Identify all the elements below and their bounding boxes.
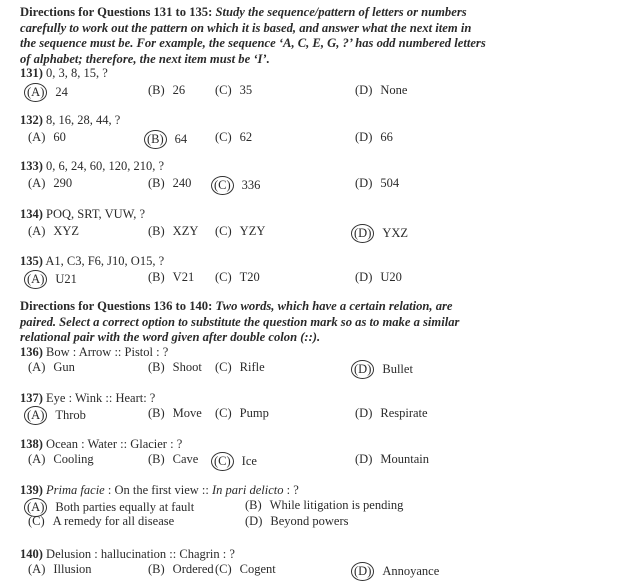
option-text: 64 xyxy=(174,132,188,146)
option-c[interactable] xyxy=(215,562,276,577)
option-d[interactable] xyxy=(355,452,429,467)
option-text: Ordered xyxy=(172,562,214,576)
option-label: (B) xyxy=(148,406,165,420)
option-label: (A) xyxy=(24,83,47,102)
option-label: (B) xyxy=(148,270,165,284)
option-text: 24 xyxy=(55,85,68,99)
option-text: U21 xyxy=(55,272,77,286)
option-text: Pump xyxy=(239,406,269,420)
option-c[interactable] xyxy=(28,514,174,529)
option-c[interactable] xyxy=(215,176,260,195)
option-a[interactable] xyxy=(28,176,72,191)
option-b[interactable] xyxy=(148,224,198,239)
option-text: Throb xyxy=(55,408,86,422)
option-label: (C) xyxy=(28,514,45,528)
option-label: (C) xyxy=(215,562,232,576)
option-c[interactable] xyxy=(215,224,265,239)
option-label: (C) xyxy=(215,130,232,144)
option-text: Move xyxy=(172,406,202,420)
option-label: (B) xyxy=(144,130,167,149)
option-label: (A) xyxy=(24,406,47,425)
question-132: 132) 8, 16, 28, 44, ? xyxy=(20,113,121,127)
option-d[interactable] xyxy=(355,130,393,145)
option-label: (D) xyxy=(351,224,374,243)
option-b[interactable] xyxy=(148,562,214,577)
option-text: While litigation is pending xyxy=(269,498,404,512)
option-a[interactable] xyxy=(28,224,79,239)
option-a[interactable] xyxy=(28,130,66,145)
option-label: (D) xyxy=(355,270,373,284)
option-label: (B) xyxy=(148,562,165,576)
option-label: (D) xyxy=(351,360,374,379)
option-label: (A) xyxy=(24,270,47,289)
option-c[interactable] xyxy=(215,83,252,98)
option-label: (A) xyxy=(28,452,46,466)
option-a[interactable] xyxy=(28,360,75,375)
option-d[interactable] xyxy=(355,176,399,191)
option-label: (B) xyxy=(148,224,165,238)
question-140: 140) Delusion : hallucination :: Chagrin : ? xyxy=(20,547,235,561)
option-text: YZY xyxy=(239,224,266,238)
option-text: 35 xyxy=(239,83,253,97)
option-d[interactable] xyxy=(355,224,408,243)
option-text: Rifle xyxy=(239,360,265,374)
question-134: 134) POQ, SRT, VUW, ? xyxy=(20,207,146,221)
option-text: V21 xyxy=(172,270,195,284)
option-label: (D) xyxy=(355,406,373,420)
option-c[interactable] xyxy=(215,452,257,471)
option-d[interactable] xyxy=(355,360,413,379)
option-label: (D) xyxy=(355,130,373,144)
option-label: (B) xyxy=(245,498,262,512)
option-label: (B) xyxy=(148,176,165,190)
option-a[interactable] xyxy=(28,562,92,577)
question-133: 133) 0, 6, 24, 60, 120, 210, ? xyxy=(20,159,165,173)
option-label: (D) xyxy=(355,176,373,190)
option-label: (D) xyxy=(355,452,373,466)
question-139: 139) Prima facie : On the first view :: In pari delicto : ? xyxy=(20,483,299,497)
option-label: (D) xyxy=(351,562,374,581)
option-text: 240 xyxy=(172,176,192,190)
option-b[interactable] xyxy=(148,406,202,421)
option-c[interactable] xyxy=(215,360,265,375)
option-text: 504 xyxy=(380,176,400,190)
option-c[interactable] xyxy=(215,130,252,145)
option-label: (C) xyxy=(215,406,232,420)
option-label: (B) xyxy=(148,452,165,466)
option-text: Illusion xyxy=(53,562,92,576)
question-131: 131) 0, 3, 8, 15, ? xyxy=(20,66,108,80)
option-text: Shoot xyxy=(172,360,202,374)
option-label: (B) xyxy=(148,83,165,97)
option-text: Both parties equally at fault xyxy=(55,500,195,514)
option-a[interactable] xyxy=(28,83,68,102)
option-text: Mountain xyxy=(380,452,429,466)
option-text: YXZ xyxy=(382,226,409,240)
option-text: Gun xyxy=(53,360,75,374)
option-text: 62 xyxy=(239,130,253,144)
option-label: (A) xyxy=(24,498,47,517)
option-text: 26 xyxy=(172,83,186,97)
option-b[interactable] xyxy=(245,498,403,513)
question-137: 137) Eye : Wink :: Heart: ? xyxy=(20,391,156,405)
option-text: Respirate xyxy=(380,406,428,420)
option-text: Bullet xyxy=(382,362,413,376)
option-d[interactable] xyxy=(355,83,407,98)
option-c[interactable] xyxy=(215,270,260,285)
directions-131-135: Directions for Questions 131 to 135: Study the sequence/pattern of letters or numbers carefully to work out the pattern on which it is based, and answer what the next item in the sequence must be. For example, the sequence ‘A, C, E, G, ?’ has odd numbered letters of alphabet; therefore, the next item must be ‘I’. xyxy=(20,5,486,66)
option-b[interactable] xyxy=(148,176,191,191)
option-text: Cave xyxy=(172,452,199,466)
option-d[interactable] xyxy=(245,514,348,529)
option-label: (C) xyxy=(215,360,232,374)
option-text: 290 xyxy=(53,176,73,190)
option-label: (C) xyxy=(215,224,232,238)
option-label: (A) xyxy=(28,176,46,190)
option-text: Annoyance xyxy=(382,564,440,578)
option-label: (D) xyxy=(245,514,263,528)
option-label: (A) xyxy=(28,360,46,374)
question-136: 136) Bow : Arrow :: Pistol : ? xyxy=(20,345,169,359)
option-text: 336 xyxy=(241,178,261,192)
option-d[interactable] xyxy=(355,406,428,421)
option-label: (A) xyxy=(28,562,46,576)
option-label: (A) xyxy=(28,224,46,238)
question-135: 135) A1, C3, F6, J10, O15, ? xyxy=(20,254,165,268)
question-138: 138) Ocean : Water :: Glacier : ? xyxy=(20,437,183,451)
directions-136-140: Directions for Questions 136 to 140: Two words, which have a certain relation, are paired. Select a correct option to substitute the question mark so as to make a similar relational pair with the word given after double colon (::). xyxy=(20,299,460,344)
option-b[interactable] xyxy=(148,83,185,98)
option-label: (B) xyxy=(148,360,165,374)
option-label: (A) xyxy=(28,130,46,144)
option-text: A remedy for all disease xyxy=(52,514,175,528)
option-text: XYZ xyxy=(53,224,80,238)
option-text: 60 xyxy=(53,130,66,144)
option-label: (D) xyxy=(355,83,373,97)
option-label: (C) xyxy=(211,452,234,471)
option-text: Ice xyxy=(241,454,257,468)
option-label: (C) xyxy=(215,83,232,97)
option-a[interactable] xyxy=(28,270,77,289)
option-text: Cogent xyxy=(239,562,276,576)
option-text: 66 xyxy=(380,130,393,144)
option-text: U20 xyxy=(380,270,402,284)
option-d[interactable] xyxy=(355,270,402,285)
option-label: (C) xyxy=(211,176,234,195)
option-a[interactable] xyxy=(28,406,86,425)
option-b[interactable] xyxy=(148,452,198,467)
option-text: Beyond powers xyxy=(270,514,349,528)
option-label: (C) xyxy=(215,270,232,284)
option-text: XZY xyxy=(172,224,199,238)
option-text: Cooling xyxy=(53,452,94,466)
option-d[interactable] xyxy=(355,562,439,581)
option-text: None xyxy=(380,83,408,97)
option-b[interactable] xyxy=(148,360,202,375)
option-c[interactable] xyxy=(215,406,269,421)
option-b[interactable] xyxy=(148,130,187,149)
option-text: T20 xyxy=(239,270,260,284)
option-b[interactable] xyxy=(148,270,194,285)
option-a[interactable] xyxy=(28,452,94,467)
